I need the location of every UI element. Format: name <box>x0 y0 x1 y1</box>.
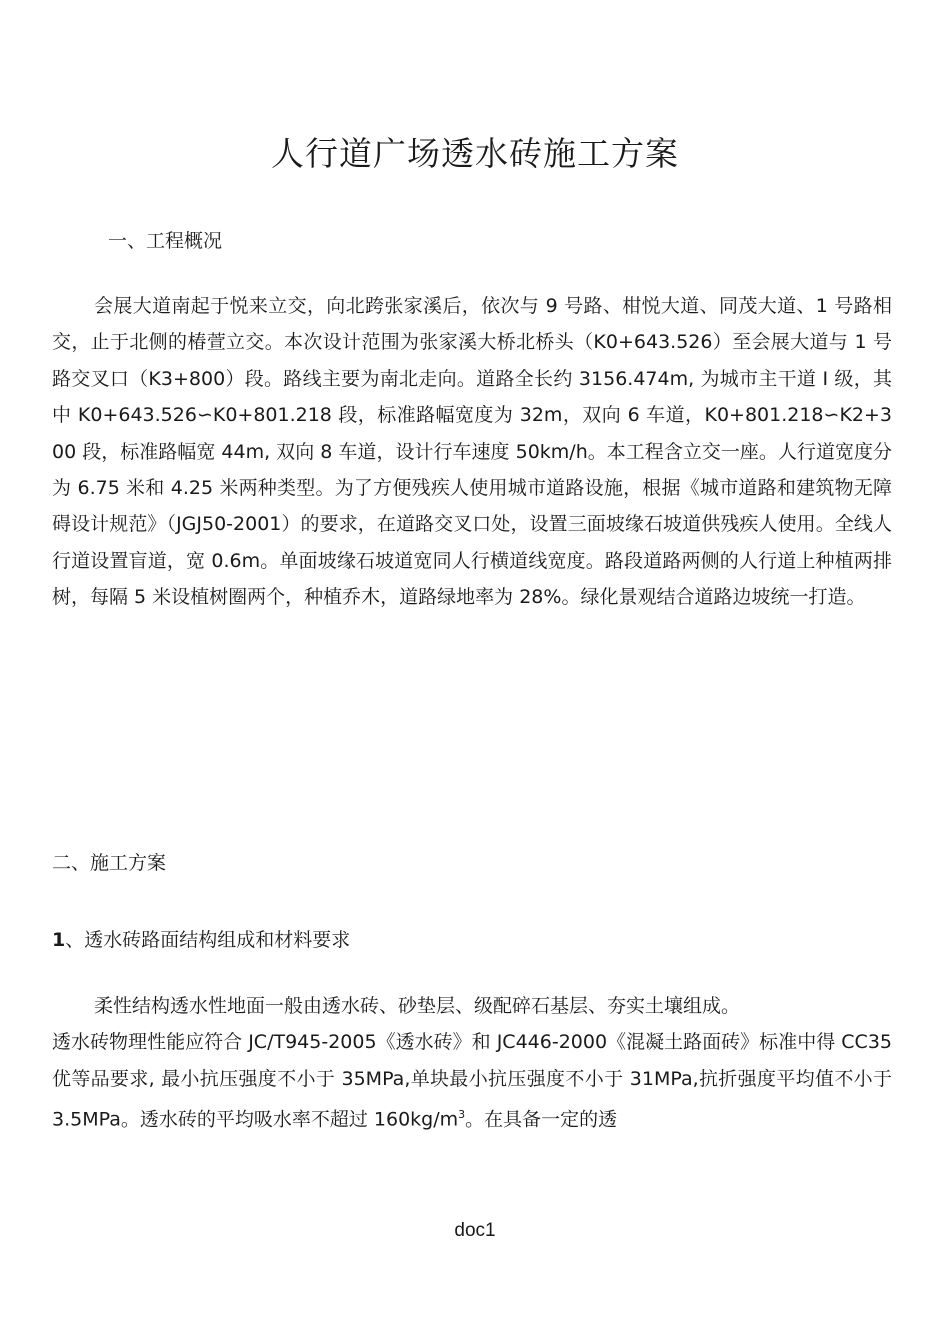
structure-paragraph <box>52 988 892 1138</box>
structure-paragraph-first-line: 柔性结构透水性地面一般由透水砖、砂垫层、级配碎石基层、夯实土壤组成。 <box>94 995 741 1017</box>
page-title: 人行道广场透水砖施工方案 <box>271 134 679 173</box>
page-footer: doc1 <box>454 1220 496 1241</box>
superscript-three: 3 <box>458 1108 466 1122</box>
subsection-number: 1 <box>52 929 66 951</box>
section-heading-construction-plan: 二、施工方案 <box>52 852 167 874</box>
overview-paragraph: 会展大道南起于悦来立交，向北跨张家溪后，依次与 9 号路、柑悦大道、同茂大道、1 号路相交，止于北侧的椿萱立交。本次设计范围为张家溪大桥北桥头（K0+643.526）至会展大道与 1 号路交叉口（K3+800）段。路线主要为南北走向。道路全长约 3156.474m, 为城市主干道 I 级，其中 K0+643.526∽K0+801.218 段，标准路幅宽度为 32m，双向 6 车道，K0+801.218∽K2+300 段，标准路幅宽 44m, 双向 8 车道，设计行车速度 50km/h。本工程含立交一座。人行道宽度分为 6.75 米和 4.25 米两种类型。为了方便残疾人使用城市道路设施，根据《城市道路和建筑物无障碍设计规范》（JGJ50-2001）的要求，在道路交叉口处，设置三面坡缘石坡道供残疾人使用。全线人行道设置盲道，宽 0.6m。单面坡缘石坡道宽同人行横道线宽度。路段道路两侧的人行道上种植两排树，每隔 5 米设植树圈两个，种植乔木，道路绿地率为 28%。绿化景观结合道路边坡统一打造。 <box>52 295 892 609</box>
subsection-heading-structure <box>52 925 350 952</box>
section-heading-overview: 一、工程概况 <box>108 230 223 252</box>
subsection-title: 、透水砖路面结构组成和材料要求 <box>65 929 351 951</box>
structure-paragraph-body: 透水砖物理性能应符合 JC/T945-2005《透水砖》和 JC446-2000《混凝土路面砖》标准中得 CC35 优等品要求, 最小抗压强度不小于 35MPa,单块最小抗压强度不小于 31MPa,抗折强度平均值不小于 3.5MPa。透水砖的平均吸水率不超过 160kg/m <box>52 1031 892 1131</box>
structure-paragraph-tail: 。在具备一定的透 <box>465 1108 618 1131</box>
